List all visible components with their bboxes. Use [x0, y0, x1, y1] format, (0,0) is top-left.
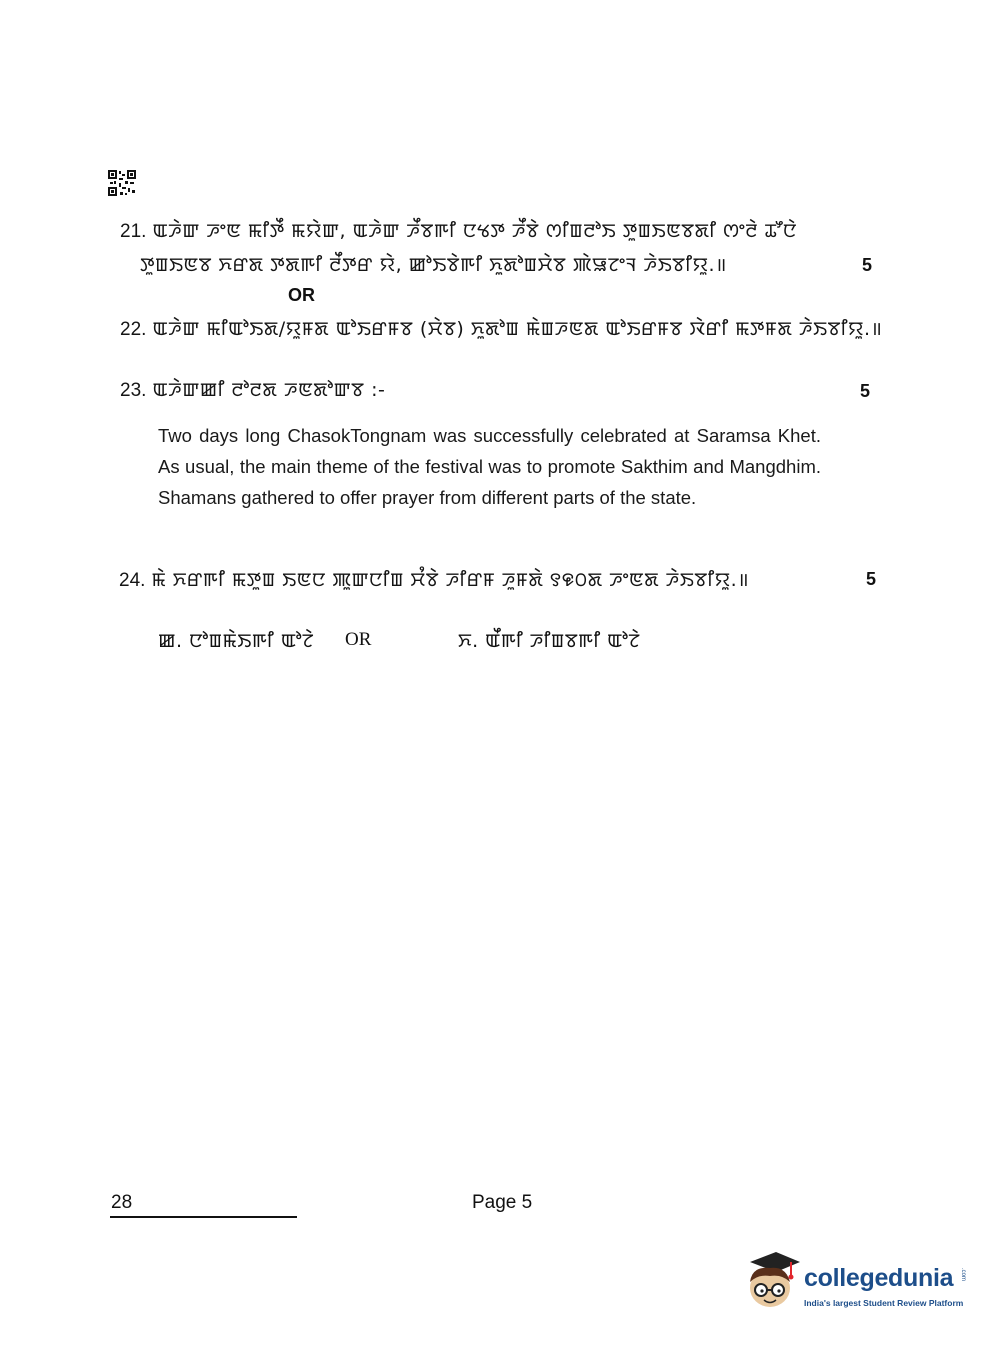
mascot-icon — [742, 1248, 802, 1314]
passage-text: Two days long ChasokTongnam was successfully celebrated at Saramsa Khet. As usual, the main theme of the festival was to promote Sakthim and Mangdhim. Shamans gathered to offer prayer from different parts of the state. — [158, 425, 821, 508]
option-a: ꯀ. ꯅꯣꯡꯃꯥꯏꯒꯤ ꯑꯣꯖꯥ — [158, 630, 314, 652]
paper-code: 28 — [111, 1192, 133, 1213]
brand-domain: .com — [960, 1268, 966, 1282]
question-21-marks: 5 — [862, 255, 873, 275]
question-text: ꯑꯍꯥꯛꯀꯤ ꯂꯣꯂꯗ ꯍꯟꯗꯣꯛꯕ :- — [152, 379, 386, 401]
brand-tagline: India's largest Student Review Platform — [804, 1298, 964, 1308]
qr-code-icon — [108, 170, 136, 196]
question-text: ꯇꯨꯡꯏꯟꯕ ꯈꯔꯗ ꯇꯗꯒꯤ ꯂꯩꯇꯔ ꯌꯥ, ꯀꯣꯏꯕꯥꯒꯤ ꯈꯨꯗꯣꯡꯆꯥꯕ ꯄꯥꯎꯖꯦꯜ ꯍꯥꯏꯕꯤꯌꯨ.॥ — [140, 254, 727, 276]
question-23-line-1 — [120, 377, 385, 403]
question-21-line-2 — [140, 251, 727, 278]
question-22-line-1 — [120, 315, 882, 342]
question-24-marks: 5 — [866, 569, 877, 589]
collegedunia-logo — [742, 1248, 972, 1318]
question-number: 21. — [120, 221, 147, 242]
question-text: ꯃꯥ ꯈꯔꯒꯤ ꯃꯇꯨꯡ ꯏꯟꯅ ꯄꯨꯛꯅꯤꯡ ꯆꯪꯕꯥ ꯍꯤꯔꯝ ꯍꯨꯝꯗꯥ ꯱꯶꯰ꯗ ꯍꯦꯟꯗ ꯍꯥꯏꯕꯤꯌꯨ.॥ — [151, 569, 750, 591]
question-21-line-1 — [120, 218, 797, 244]
page-number: Page 5 — [472, 1192, 533, 1213]
question-text: ꯑꯍꯥꯛ ꯃꯤꯑꯣꯏꯗ/ꯌꯨꯝꯗ ꯑꯣꯏꯔꯝꯕ (ꯆꯥꯕ) ꯈꯨꯗꯣꯡ ꯃꯥꯡꯍꯟꯗ ꯑꯣꯏꯔꯝꯕ ꯋꯥꯔꯤ ꯃꯇꯝꯗ ꯍꯥꯏꯕꯤꯌꯨ.॥ — [152, 318, 883, 340]
option-b: ꯈ. ꯑꯩꯒꯤ ꯍꯤꯡꯕꯒꯤ ꯑꯣꯖꯥ — [458, 630, 641, 652]
option-or: OR — [345, 629, 372, 650]
footer-divider — [110, 1216, 297, 1218]
question-number: 24. — [119, 570, 146, 591]
question-number: 23. — [120, 380, 147, 401]
question-number: 22. — [120, 319, 147, 340]
question-23-marks: 5 — [860, 381, 871, 401]
question-24-line-1 — [119, 566, 749, 593]
brand-name: collegedunia — [804, 1264, 954, 1292]
question-text: ꯑꯍꯥꯛ ꯍꯦꯟ ꯃꯤꯇꯩ ꯃꯌꯥꯛ, ꯑꯍꯥꯛ ꯍꯩꯕꯒꯤ ꯅꯠꯇ ꯍꯩꯕꯥ ꯁꯤꯡꯂꯣꯏ ꯇꯨꯡꯏꯟꯕꯗꯤ ꯁꯦꯂꯥ ꯊꯧꯅꯥ — [152, 220, 797, 242]
or-divider: OR — [288, 285, 315, 305]
